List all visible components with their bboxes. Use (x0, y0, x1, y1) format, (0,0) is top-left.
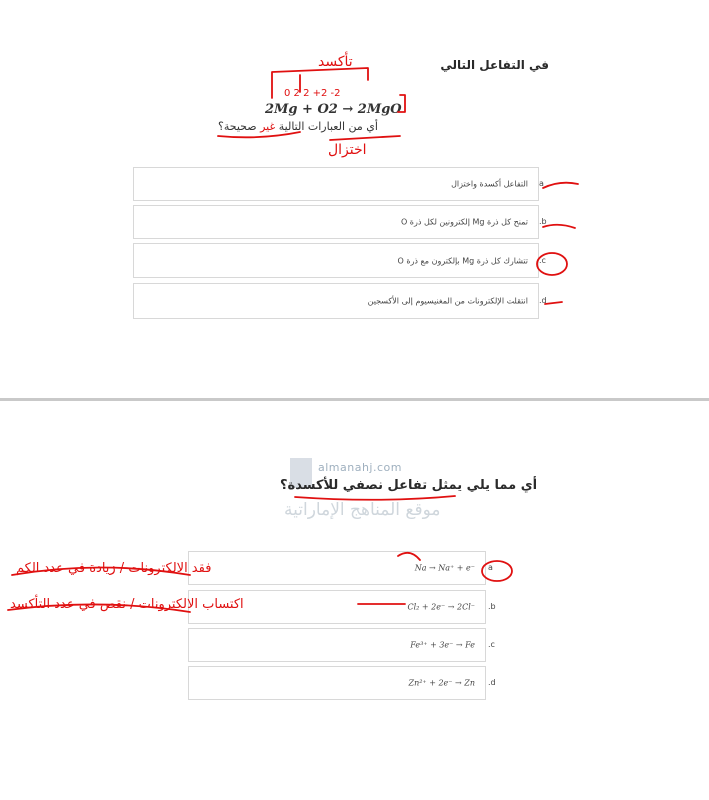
q1-mark-b (543, 225, 575, 228)
q2-option-a-letter: a (488, 563, 493, 572)
q2-option-d-letter: .d (488, 678, 496, 687)
q2-scribble-b (8, 604, 190, 612)
q2-option-c-letter: .c (488, 640, 495, 649)
q2-option-b-letter: .b (488, 602, 496, 611)
q2-option-d[interactable] (188, 666, 486, 700)
q2-option-c-text: Fe³⁺ + 3e⁻ → Fe (410, 640, 475, 650)
q1-equation (265, 102, 402, 117)
q2-option-b[interactable] (188, 590, 486, 624)
q2-option-c[interactable] (188, 628, 486, 662)
q1-option-a[interactable] (133, 167, 539, 201)
q1-option-c-text: تتشارك كل ذرة Mg بإلكترون مع ذرة O (397, 256, 528, 265)
q1-mark-d (545, 302, 562, 304)
watermark-url: almanahj.com (318, 461, 402, 474)
q2-option-a-text: Na → Na⁺ + e⁻ (414, 563, 475, 573)
q2-option-b-text: Cl₂ + 2e⁻ → 2Cl⁻ (407, 602, 475, 612)
q1-equation-text: 2Mg + O2 → 2MgO (265, 102, 402, 117)
q1-note-reduction: اختزال (328, 142, 367, 158)
q1-option-c-letter: .c (539, 256, 546, 265)
q1-option-b[interactable] (133, 205, 539, 239)
q1-prompt (218, 120, 378, 133)
q1-option-d-text: انتقلت الإلكترونات من المغنيسيوم إلى الأكسجين (367, 296, 528, 306)
q2-circle-a (482, 561, 512, 581)
q2-option-a[interactable] (188, 551, 486, 585)
q1-option-c[interactable] (133, 243, 539, 278)
q2-option-d-text: Zn²⁺ + 2e⁻ → Zn (408, 678, 475, 688)
q1-mark-a (543, 183, 578, 188)
q1-title: في التفاعل التالي (440, 58, 549, 72)
q2-scribble-a (12, 568, 190, 576)
q1-option-a-letter: a (539, 179, 544, 188)
q1-option-a-text: التفاعل أكسدة واختزال (451, 179, 528, 189)
q1-prompt-after: صحيحة؟ (218, 120, 261, 133)
q2-title: أي مما يلي يمثل تفاعل نصفي للأكسدة؟ (280, 478, 538, 493)
watermark-text: موقع المناهج الإماراتية (284, 500, 441, 520)
q1-prompt-before: أي من العبارات التالية (275, 120, 378, 133)
q1-note-charges: 0 2 2 +2 -2 (284, 88, 341, 99)
page-divider (0, 398, 709, 401)
q2-note-b: اكتساب الالكترونات / نقص في عدد التأكسد (10, 597, 244, 612)
q1-option-d[interactable] (133, 283, 539, 319)
q1-option-b-letter: .b (539, 217, 547, 226)
q1-underline-2 (330, 136, 400, 140)
q2-note-a: فقد الالكترونات / زيادة في عدد الكم (16, 561, 212, 576)
q1-bracket-mark (272, 68, 368, 98)
q1-note-oxidation: تأكسد (318, 54, 353, 70)
q1-option-b-text: تمنح كل ذرة Mg إلكترونين لكل ذرة O (400, 217, 528, 227)
q1-prompt-not: غير (260, 120, 276, 133)
q1-option-d-letter: .d (539, 296, 547, 305)
